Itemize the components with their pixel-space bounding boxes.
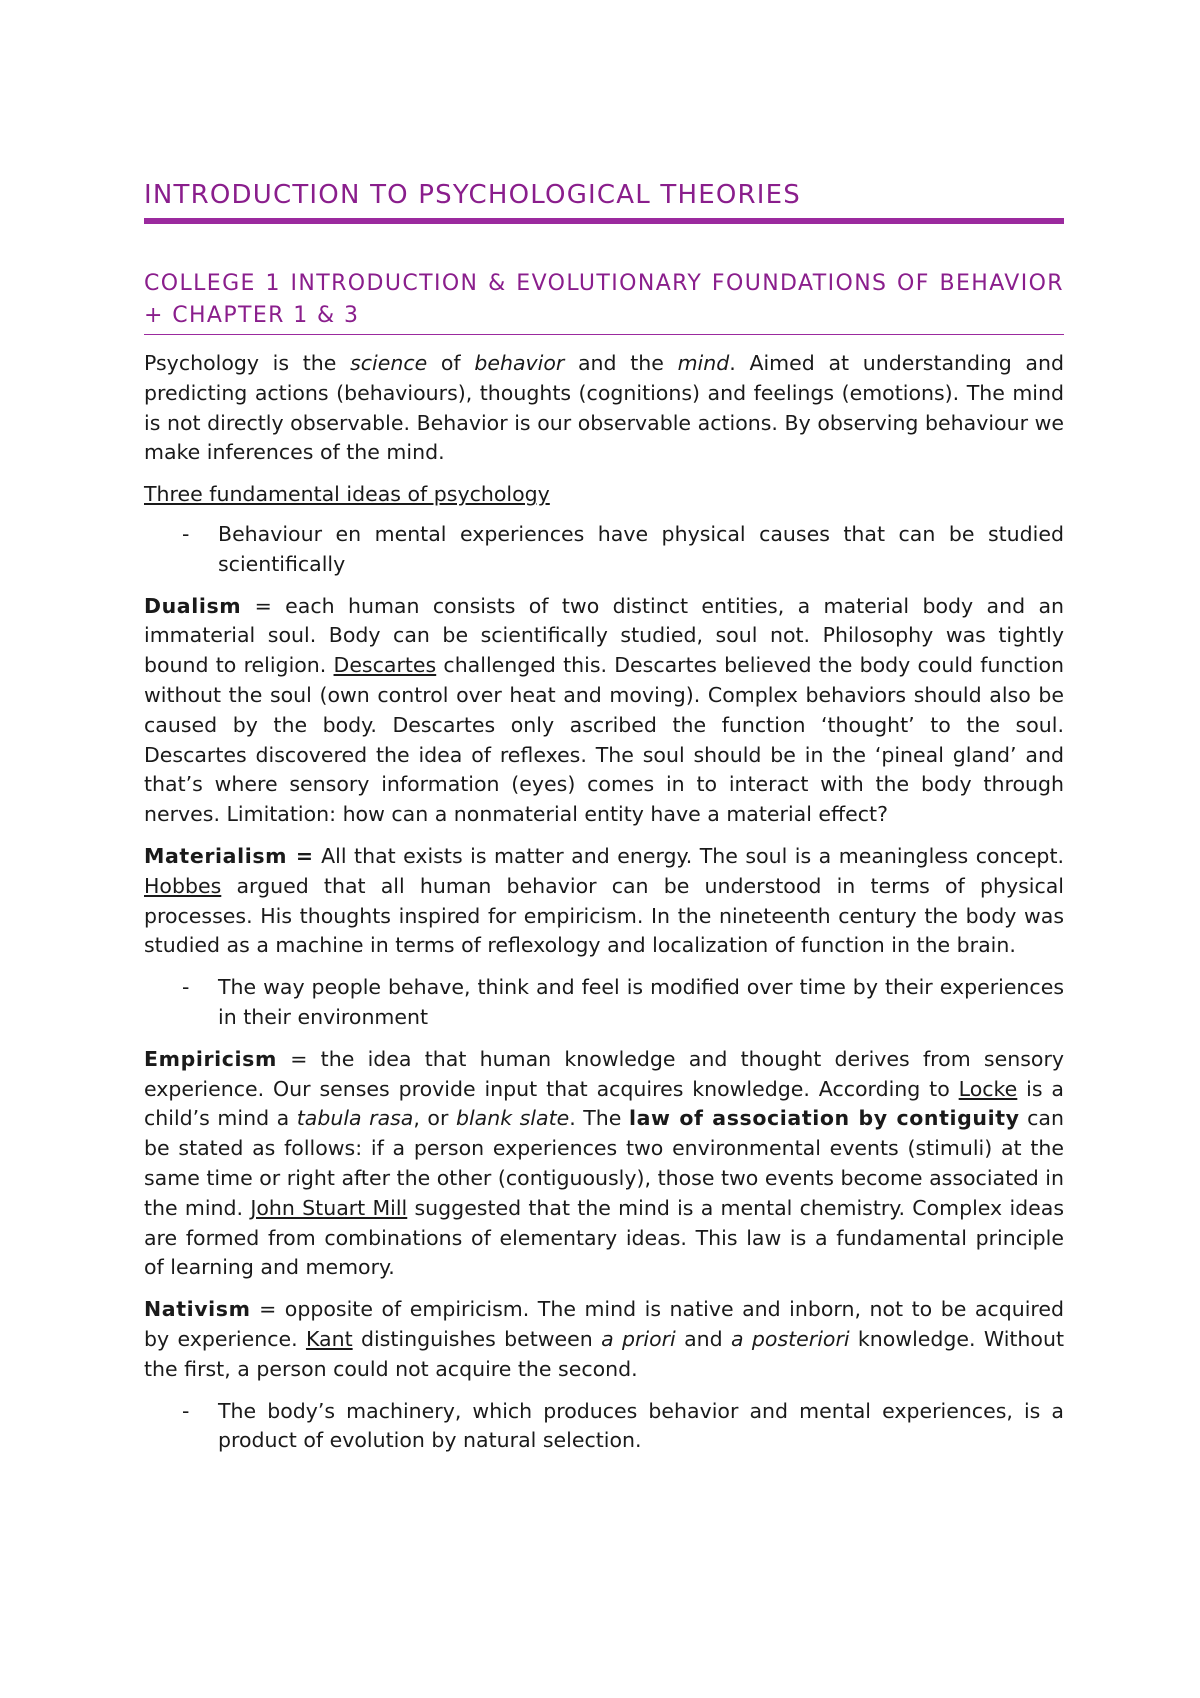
text-run: = opposite of empiricism. The mind is native and inborn, not to be acquired by experience. <box>144 1297 1064 1351</box>
person-name: Hobbes <box>144 873 222 898</box>
italic-term: behavior <box>474 351 565 375</box>
empiricism-paragraph <box>144 1045 1064 1283</box>
intro-paragraph <box>144 349 1064 468</box>
bullet-dash: - <box>182 975 190 1000</box>
term-label: Materialism = <box>144 843 314 868</box>
text-run: and <box>675 1326 731 1351</box>
italic-term: mind <box>677 351 730 375</box>
materialism-paragraph <box>144 842 1064 961</box>
dualism-paragraph <box>144 592 1064 830</box>
list-item <box>144 973 1064 1033</box>
text-run: All that exists is matter and energy. The soul is a meaningless concept. <box>313 843 1064 868</box>
text-run: argued that all human behavior can be understood in terms of physical processes. His thoughts inspired for empiricism. In the nineteenth century the body was studied as a machine in terms of reflexology and localization of function in the brain. <box>144 873 1064 958</box>
text-run: . The <box>569 1106 629 1131</box>
text-run: suggested that the mind is a mental chemistry. Complex ideas are formed from combinations of elementary ideas. This law is a fundamental principle of learning and memory. <box>144 1195 1065 1280</box>
list-item-text: The body’s machinery, which produces behavior and mental experiences, is a product of evolution by natural selection. <box>218 1398 1064 1453</box>
bullet-dash: - <box>182 1398 190 1423</box>
text-run: Psychology is the <box>144 351 351 375</box>
text-run: = each human consists of two distinct entities, a material body and an immaterial soul. Body can be scientifically studied, soul not. Philosophy was tightly bound to religion. <box>144 593 1064 678</box>
bold-term: law of association by contiguity <box>628 1106 1020 1131</box>
text-run: , or <box>413 1106 456 1131</box>
italic-term: science <box>350 351 428 375</box>
list-item-text: Behaviour en mental experiences have physical causes that can be studied scientifically <box>218 521 1064 576</box>
bullet-dash: - <box>182 521 190 546</box>
text-run: . Aimed at understanding and predicting actions (behaviours), thoughts (cognitions) and feelings (emotions). The mind is not directly observable. Behavior is our observable actions. By observing behaviour we make inferences of the mind. <box>144 351 1064 465</box>
document-title: INTRODUCTION TO PSYCHOLOGICAL THEORIES <box>144 180 1064 224</box>
section-subtitle: COLLEGE 1 INTRODUCTION & EVOLUTIONARY FOUNDATIONS OF BEHAVIOR + CHAPTER 1 & 3 <box>144 268 1064 335</box>
ideas-heading: Three fundamental ideas of psychology <box>144 482 550 507</box>
italic-term: blank slate <box>455 1106 570 1131</box>
text-run: and the <box>564 351 678 375</box>
term-label: Dualism <box>144 593 242 618</box>
nativism-paragraph <box>144 1295 1064 1384</box>
italic-term: tabula rasa <box>296 1106 414 1131</box>
person-name: Locke <box>958 1076 1018 1101</box>
document-page <box>144 180 1064 1468</box>
text-run: can be stated as follows: if a person experiences two environmental events (stimuli) at the same time or right after the other (contiguously), those two events become associated in the mind. <box>144 1106 1064 1220</box>
list-item <box>144 520 1064 580</box>
person-name: John Stuart Mill <box>250 1195 408 1220</box>
text-run: is a child’s mind a <box>144 1076 1064 1131</box>
italic-term: a posteriori <box>731 1326 850 1351</box>
term-label: Empiricism <box>144 1046 277 1071</box>
list-item-text: The way people behave, think and feel is modified over time by their experiences in their environment <box>218 975 1064 1029</box>
text-run: challenged this. Descartes believed the body could function without the soul (own control over heat and moving). Complex behaviors should also be caused by the body. Descartes only ascribed the function ‘thought’ to the soul. Descartes discovered the idea of reflexes. The soul should be in the ‘pineal gland’ and that’s where sensory information (eyes) comes in to interact with the body through nerves. Limitation: how can a nonmaterial entity have a material effect? <box>144 653 1064 827</box>
text-run: knowledge. Without the first, a person could not acquire the second. <box>144 1326 1064 1381</box>
text-run: = the idea that human knowledge and thought derives from sensory experience. Our senses provide input that acquires knowledge. According to <box>144 1046 1064 1101</box>
person-name: Kant <box>305 1326 353 1351</box>
text-run: of <box>427 351 475 375</box>
text-run: distinguishes between <box>352 1326 602 1351</box>
italic-term: a priori <box>601 1326 676 1351</box>
person-name: Descartes <box>333 653 437 678</box>
term-label: Nativism <box>144 1297 251 1322</box>
list-item <box>144 1397 1064 1457</box>
